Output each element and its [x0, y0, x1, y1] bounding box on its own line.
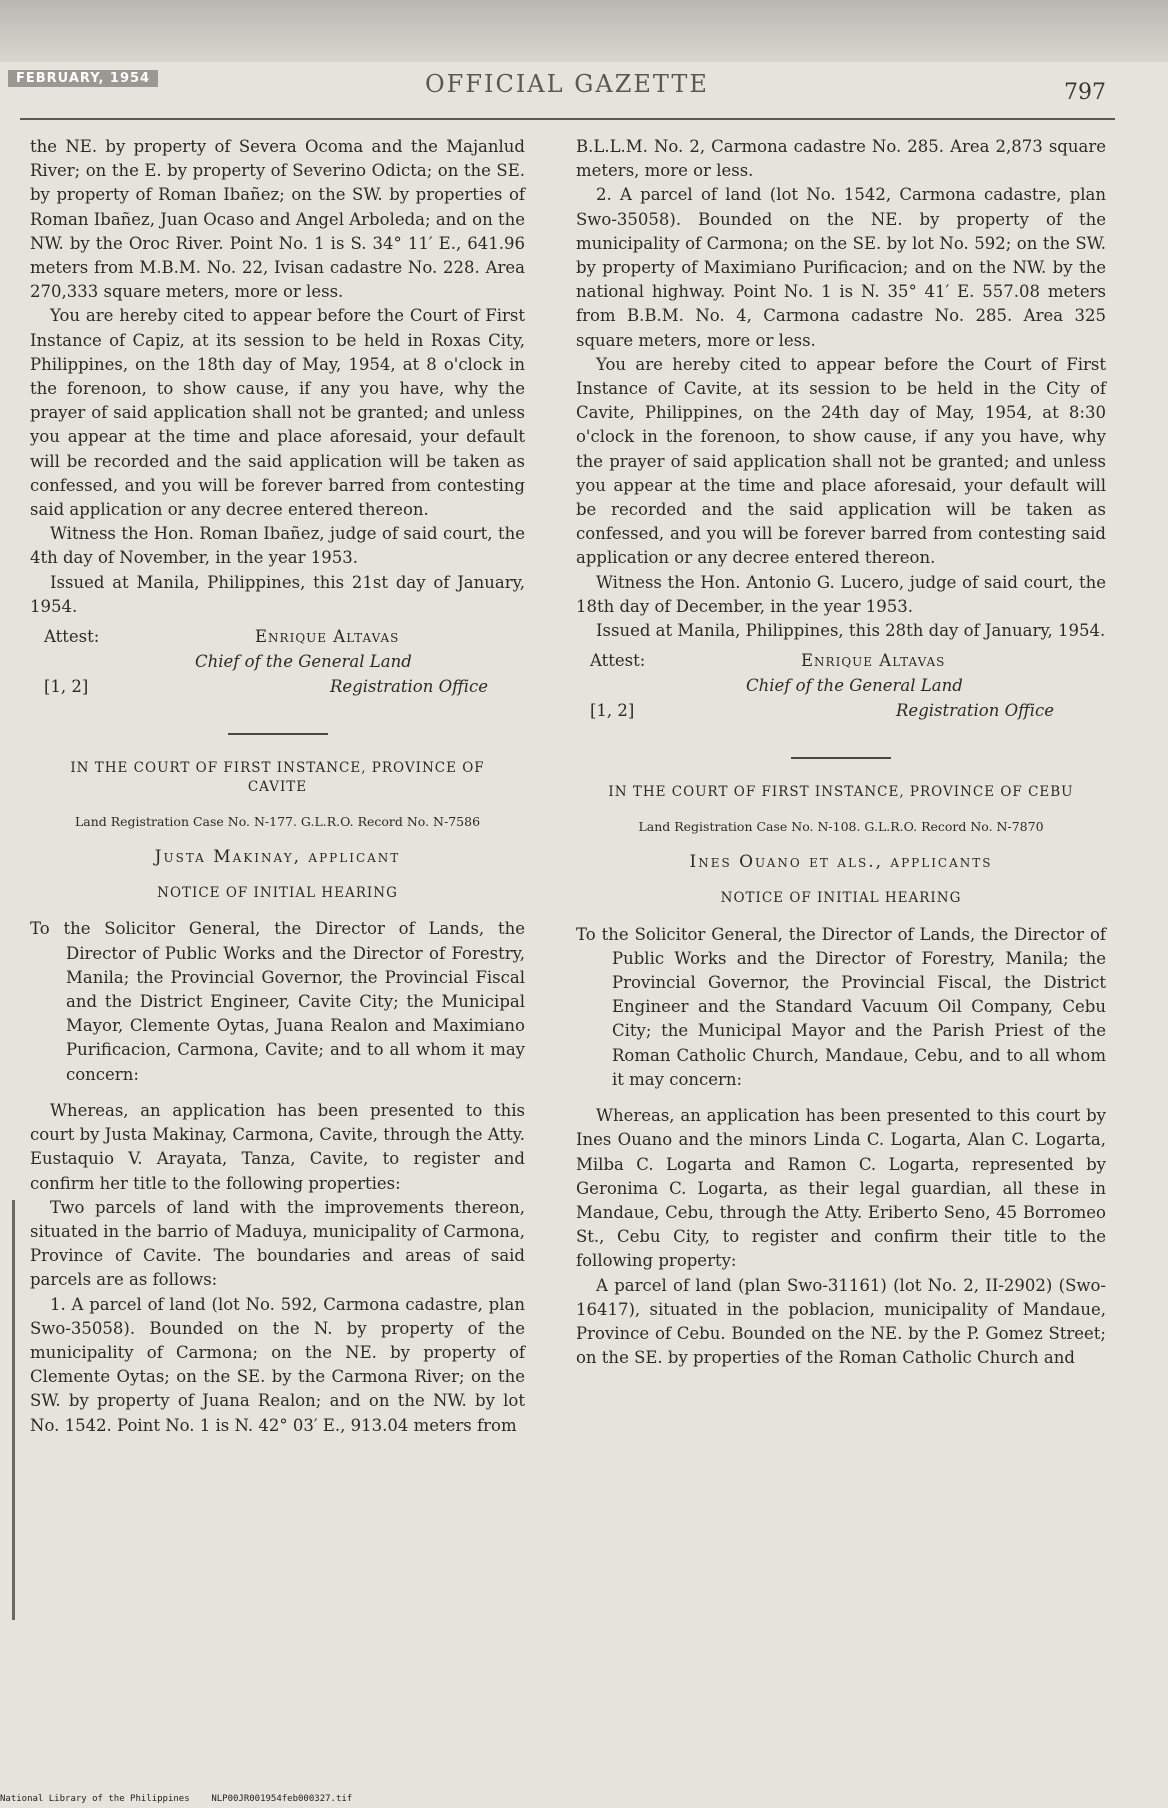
court-heading: IN THE COURT OF FIRST INSTANCE, PROVINCE OF CAVITE — [70, 760, 485, 796]
left-parcels-paragraph: Two parcels of land with the improvements thereon, situated in the barrio of Maduya, municipality of Carmona, Province of Cavite. The boundaries and areas of said parcels are as follows: — [30, 1197, 525, 1290]
attest-label: Attest: — [44, 627, 100, 647]
right-witness-paragraph: Witness the Hon. Antonio G. Lucero, judge of said court, the 18th day of December, in the year 1953. — [576, 572, 1106, 616]
right-issued-paragraph: Issued at Manila, Philippines, this 28th day of January, 1954. — [596, 621, 1106, 641]
addressees-paragraph: To the Solicitor General, the Director of Lands, the Director of Public Works and the Director of Forestry, Manila; the Provincial Governor, the Provincial Fiscal, the District Engineer and the Standard Vacuum Oil Company, Cebu City; the Municipal Mayor and the Parish Priest of the Roman Catholic Church, Mandaue, Cebu, and to all whom it may concern: — [576, 924, 1106, 1089]
attest-label: Attest: — [590, 651, 646, 671]
left-lot-paragraph: 1. A parcel of land (lot No. 592, Carmona cadastre, plan Swo-35058). Bounded on the N. by property of the municipality of Carmona; on the NE. by property of Clemente Oytas; on the SE. by the Carmona River; on the SW. by property of Juana Realon; and on the NW. by lot No. 1542. Point No. 1 is N. 42° 03′ E., 913.04 meters from — [30, 1294, 525, 1435]
header-rule — [20, 118, 1115, 120]
section-separator — [791, 757, 891, 759]
right-column — [576, 135, 1106, 1370]
applicant-name: Justa Makinay, applicant — [154, 847, 401, 868]
scan-top-strip — [0, 0, 1168, 62]
running-date: FEBRUARY, 1954 — [8, 70, 158, 87]
publication-title: OFFICIAL GAZETTE — [425, 70, 709, 98]
page-number: 797 — [1064, 80, 1106, 105]
attest-name: Enrique Altavas — [255, 627, 400, 647]
court-heading: IN THE COURT OF FIRST INSTANCE, PROVINCE OF CEBU — [608, 784, 1074, 801]
left-whereas-paragraph: Whereas, an application has been presented to this court by Justa Makinay, Carmona, Cavite, through the Atty. Eustaquio V. Arayata, Tanza, Cavite, to register and confirm her title to the following properties: — [30, 1100, 525, 1193]
left-issued-paragraph: Issued at Manila, Philippines, this 21st day of January, 1954. — [30, 572, 525, 616]
case-number: Land Registration Case No. N-177. G.L.R.O. Record No. N-7586 — [74, 814, 481, 830]
left-witness-paragraph: Witness the Hon. Roman Ibañez, judge of said court, the 4th day of November, in the year 1953. — [30, 524, 525, 568]
attest-title: Chief of the General Land — [746, 676, 963, 696]
attest-ref: [1, 2] — [590, 701, 635, 721]
attest-ref: [1, 2] — [44, 677, 89, 697]
left-citation-paragraph: You are hereby cited to appear before the Court of First Instance of Capiz, at its session to be held in Roxas City, Philippines, on the 18th day of May, 1954, at 8 o'clock in the forenoon, to show cause, if any you have, why the prayer of said application shall not be granted; and unless you appear at the time and place aforesaid, your default will be recorded and the said application will be taken as confessed, and you will be forever barred from contesting said application or any decree entered thereon. — [30, 306, 525, 520]
applicant-name: Ines Ouano et als., applicants — [689, 852, 993, 873]
left-continued-paragraph: the NE. by property of Severa Ocoma and the Majanlud River; on the E. by property of Severino Odicta; on the SE. by property of Roman Ibañez; on the SW. by properties of Roman Ibañez, Juan Ocaso and Angel Arboleda; and on the NW. by the Oroc River. Point No. 1 is S. 34° 11′ E., 641.96 meters from M.B.M. No. 22, Ivisan cadastre No. 228. Area 270,333 square meters, more or less. — [30, 137, 525, 302]
case-number: Land Registration Case No. N-108. G.L.R.O. Record No. N-7870 — [638, 819, 1044, 835]
notice-heading: NOTICE OF INITIAL HEARING — [157, 885, 398, 902]
left-attest-block — [30, 625, 525, 703]
right-lot-paragraph: 2. A parcel of land (lot No. 1542, Carmona cadastre, plan Swo-35058). Bounded on the NE. by property of the municipality of Carmona; on the SE. by lot No. 592; on the SW. by property of Maximiano Purificacion; and on the NW. by the national highway. Point No. 1 is N. 35° 41′ E. 557.08 meters from B.B.M. No. 4, Carmona cadastre No. 285. Area 325 square meters, more or less. — [576, 185, 1106, 350]
right-continued-paragraph: B.L.L.M. No. 2, Carmona cadastre No. 285. Area 2,873 square meters, more or less. — [576, 137, 1106, 181]
left-column — [30, 135, 525, 1438]
right-attest-block — [576, 649, 1106, 727]
right-parcel-paragraph: A parcel of land (plan Swo-31161) (lot No. 2, II-2902) (Swo-16417), situated in the poblacion, municipality of Mandaue, Province of Cebu. Bounded on the NE. by the P. Gomez Street; on the SE. by properties of the Roman Catholic Church and — [576, 1275, 1106, 1368]
addressees-paragraph: To the Solicitor General, the Director of Lands, the Director of Public Works and the Director of Forestry, Manila; the Provincial Governor, the Provincial Fiscal and the District Engineer, Cavite City; the Municipal Mayor, Clemente Oytas, Juana Realon and Maximiano Purificacion, Carmona, Cavite; and to all whom it may concern: — [30, 919, 525, 1084]
binding-edge — [12, 1200, 15, 1620]
section-separator — [228, 733, 328, 735]
attest-office: Registration Office — [330, 677, 489, 697]
right-whereas-paragraph: Whereas, an application has been presented to this court by Ines Ouano and the minors Linda C. Logarta, Alan C. Logarta, Milba C. Logarta and Ramon C. Logarta, represented by Geronima C. Logarta, as their legal guardian, all these in Mandaue, Cebu, through the Atty. Eriberto Seno, 45 Borromeo St., Cebu City, to register and confirm their title to the following property: — [576, 1106, 1106, 1271]
scan-footer: National Library of the Philippines NLP00JR001954feb000327.tif — [0, 1794, 353, 1804]
right-citation-paragraph: You are hereby cited to appear before the Court of First Instance of Cavite, at its session to be held in the City of Cavite, Philippines, on the 24th day of May, 1954, at 8:30 o'clock in the forenoon, to show cause, if any you have, why the prayer of said application shall not be granted; and unless you appear at the time and place aforesaid, your default will be recorded and the said application will be taken as confessed, and you will be forever barred from contesting said application or any decree entered thereon. — [576, 354, 1106, 568]
attest-office: Registration Office — [896, 701, 1055, 721]
attest-title: Chief of the General Land — [195, 652, 412, 672]
notice-heading: NOTICE OF INITIAL HEARING — [720, 890, 962, 907]
attest-name: Enrique Altavas — [801, 651, 946, 671]
